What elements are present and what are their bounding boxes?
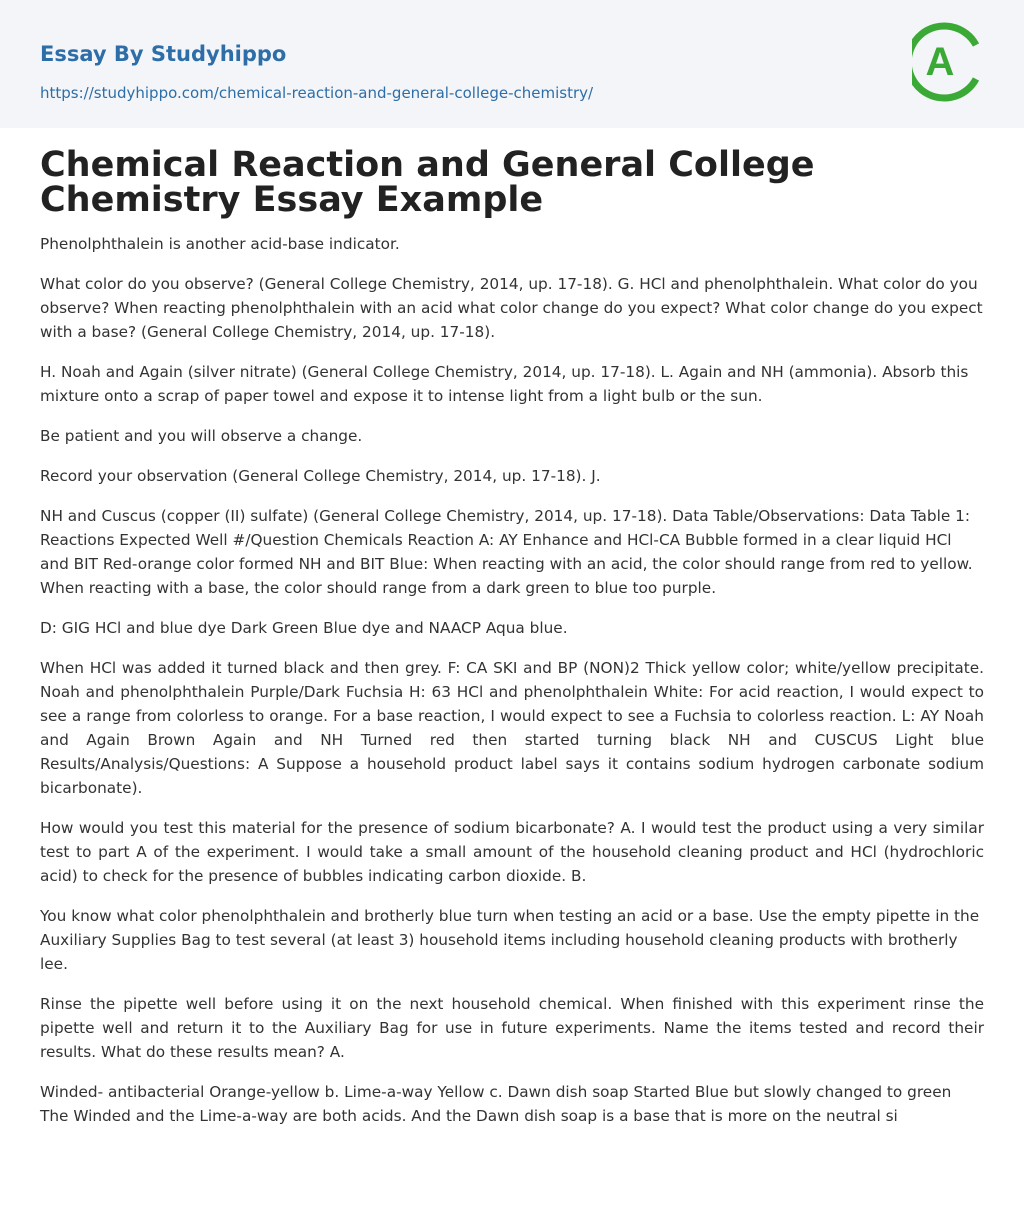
essay-paragraph: You know what color phenolphthalein and brotherly blue turn when testing an acid or a base. Use the empty pipette in the Auxiliary Supplies Bag to test several (at least 3) household items including household cleaning products with brotherly lee. xyxy=(40,907,980,973)
essay-paragraph: When HCl was added it turned black and then grey. F: CA SKI and BP (NON)2 Thick yellow color; white/yellow precipitate. Noah and phenolphthalein Purple/Dark Fuchsia H: 63 HCl and phenolphthalein White: For acid reaction, I would expect to see a range from colorless to orange. For a base reaction, I would expect to see a Fuchsia to colorless reaction. L: AY Noah and Again Brown Again and NH Turned red then started turning black NH and CUSCUS Light blue Results/Analysis/Questions: A Suppose a household product label says it contains sodium hydrogen carbonate sodium bicarbonate). xyxy=(40,659,984,797)
site-header xyxy=(0,0,1024,128)
essay-paragraph: Phenolphthalein is another acid-base indicator. xyxy=(40,235,400,253)
logo-letter: A xyxy=(925,40,955,84)
essay-content xyxy=(40,145,984,1144)
essay-paragraph: Record your observation (General College Chemistry, 2014, up. 17-18). J. xyxy=(40,467,601,485)
essay-paragraph: H. Noah and Again (silver nitrate) (General College Chemistry, 2014, up. 17-18). L. Again and NH (ammonia). Absorb this mixture onto a scrap of paper towel and expose it to intense light from a light bulb or the sun. xyxy=(40,363,969,405)
essay-paragraph: Winded- antibacterial Orange-yellow b. Lime-a-way Yellow c. Dawn dish soap Started Blue but slowly changed to green The Winded and the Lime-a-way are both acids. And the Dawn dish soap is a base that is more on the neutral si xyxy=(40,1083,952,1125)
essay-paragraph: Be patient and you will observe a change. xyxy=(40,427,363,445)
source-url-link[interactable]: https://studyhippo.com/chemical-reaction-and-general-college-chemistry/ xyxy=(40,84,594,102)
essay-paragraph: D: GIG HCl and blue dye Dark Green Blue dye and NAACP Aqua blue. xyxy=(40,619,568,637)
essay-paragraph: Rinse the pipette well before using it on the next household chemical. When finished with this experiment rinse the pipette well and return it to the Auxiliary Bag for use in future experiments. Name the items tested and record their results. What do these results mean? A. xyxy=(40,995,984,1061)
studyhippo-logo-icon[interactable] xyxy=(912,19,986,105)
essay-paragraph: NH and Cuscus (copper (II) sulfate) (General College Chemistry, 2014, up. 17-18). Data Table/Observations: Data Table 1: Reactions Expected Well #/Question Chemicals Reaction A: AY Enhance and HCl-CA Bubble formed in a clear liquid HCl and BIT Red-orange color formed NH and BIT Blue: When reacting with an acid, the color should range from red to yellow. When reacting with a base, the color should range from a dark green to blue too purple. xyxy=(40,507,973,597)
essay-paragraph: How would you test this material for the presence of sodium bicarbonate? A. I would test the product using a very similar test to part A of the experiment. I would take a small amount of the household cleaning product and HCl (hydrochloric acid) to check for the presence of bubbles indicating carbon dioxide. B. xyxy=(40,819,984,885)
essay-title: Chemical Reaction and General College Chemistry Essay Example xyxy=(40,145,815,220)
brand-title[interactable]: Essay By Studyhippo xyxy=(40,42,287,66)
essay-paragraph: What color do you observe? (General College Chemistry, 2014, up. 17-18). G. HCl and phenolphthalein. What color do you observe? When reacting phenolphthalein with an acid what color change do you expect? What color change do you expect with a base? (General College Chemistry, 2014, up. 17-18). xyxy=(40,275,983,341)
